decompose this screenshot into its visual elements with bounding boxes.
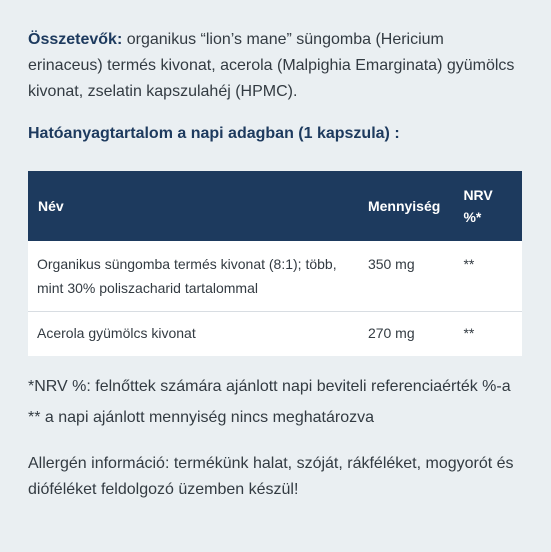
table-row bbox=[28, 312, 522, 357]
ingredients-label: Összetevők: bbox=[28, 31, 123, 48]
row-name-cell: Organikus süngomba termés kivonat (8:1); több, mint 30% poliszacharid tartalommal bbox=[28, 241, 360, 312]
active-ingredients-table bbox=[28, 171, 522, 356]
row-nrv-cell: ** bbox=[455, 241, 522, 312]
row-amount-cell: 350 mg bbox=[360, 241, 456, 312]
column-header-name: Név bbox=[28, 171, 360, 241]
row-nrv-cell: ** bbox=[455, 312, 522, 357]
table-header-row bbox=[28, 171, 522, 241]
row-amount-cell: 270 mg bbox=[360, 312, 456, 357]
row-name-cell: Acerola gyümölcs kivonat bbox=[28, 312, 360, 357]
table-row bbox=[28, 241, 522, 312]
active-ingredients-title: Hatóanyagtartalom a napi adagban (1 kapszula) : bbox=[28, 125, 400, 142]
column-header-amount: Mennyiség bbox=[360, 171, 456, 241]
allergen-info: Allergén információ: termékünk halat, szóját, rákféléket, mogyorót és dióféléket feldolgozó üzemben készül! bbox=[28, 455, 514, 498]
ingredients-paragraph bbox=[28, 27, 523, 105]
footnote-undetermined: ** a napi ajánlott mennyiség nincs meghatározva bbox=[28, 409, 374, 426]
ingredients-text: organikus “lion’s mane” süngomba (Hericium erinaceus) termés kivonat, acerola (Malpighia Emarginata) gyümölcs kivonat, zselatin kapszulahéj (HPMC). bbox=[28, 31, 515, 100]
footnote-nrv: *NRV %: felnőttek számára ajánlott napi beviteli referenciaérték %-a bbox=[28, 378, 511, 395]
column-header-nrv: NRV %* bbox=[455, 171, 522, 241]
